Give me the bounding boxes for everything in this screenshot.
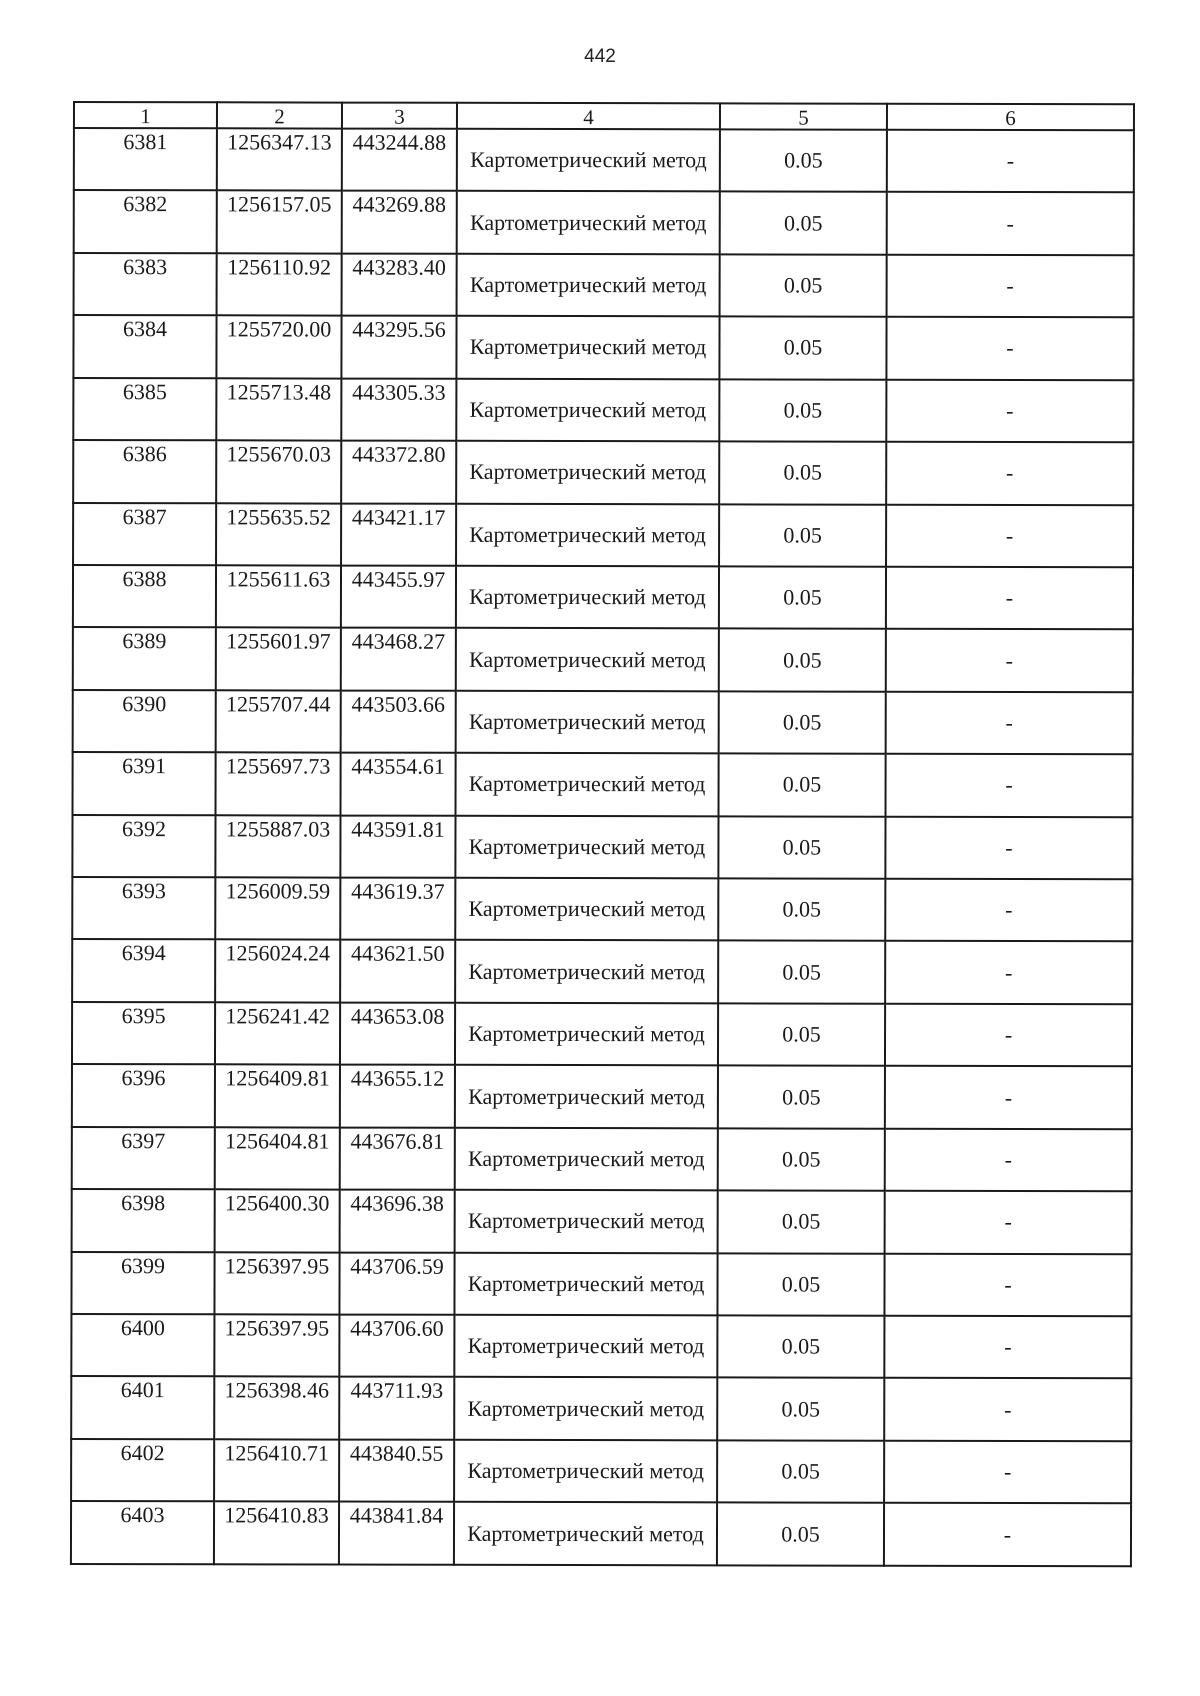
point-number: 6399 (71, 1252, 214, 1315)
determination-method: Картометрический метод (457, 191, 720, 254)
note-cell: - (884, 1316, 1131, 1379)
accuracy-value: 0.05 (719, 504, 886, 567)
note-cell: - (885, 941, 1132, 1004)
note-cell: - (887, 192, 1134, 255)
determination-method: Картометрический метод (456, 628, 719, 691)
coordinate-x: 1255707.44 (216, 690, 341, 753)
accuracy-value: 0.05 (719, 441, 886, 504)
coordinate-x: 1255697.73 (216, 753, 341, 816)
note-cell: - (885, 879, 1132, 942)
accuracy-value: 0.05 (717, 1440, 884, 1503)
coordinate-x: 1256404.81 (215, 1127, 340, 1190)
note-cell: - (887, 255, 1134, 318)
determination-method: Картометрический метод (454, 1252, 717, 1315)
table-row (74, 253, 1134, 318)
coordinate-x: 1255720.00 (216, 316, 341, 379)
coordinate-x: 1255635.52 (216, 503, 341, 566)
table-row (72, 1127, 1132, 1192)
coordinate-y: 443455.97 (341, 566, 456, 629)
point-number: 6390 (73, 690, 216, 753)
point-number: 6386 (73, 440, 216, 503)
accuracy-value: 0.05 (718, 816, 885, 879)
note-cell: - (885, 1191, 1132, 1254)
coordinate-y: 443269.88 (342, 191, 457, 254)
determination-method: Картометрический метод (455, 1065, 718, 1128)
determination-method: Картометрический метод (454, 1377, 717, 1440)
accuracy-value: 0.05 (719, 317, 886, 380)
determination-method: Картометрический метод (456, 503, 719, 566)
note-cell: - (886, 692, 1133, 755)
accuracy-value: 0.05 (718, 878, 885, 941)
coordinate-x: 1256397.95 (214, 1252, 339, 1315)
determination-method: Картометрический метод (457, 254, 720, 317)
determination-method: Картометрический метод (455, 1003, 718, 1066)
determination-method: Картометрический метод (456, 441, 719, 504)
table-row (71, 1501, 1131, 1566)
table-row (73, 503, 1133, 568)
coordinate-x: 1256347.13 (217, 128, 342, 191)
determination-method: Картометрический метод (455, 878, 718, 941)
coordinate-x: 1256110.92 (217, 253, 342, 316)
coordinate-y: 443676.81 (340, 1127, 455, 1190)
coordinate-y: 443305.33 (341, 378, 456, 441)
table-row (71, 1314, 1131, 1379)
table-row (72, 1002, 1132, 1067)
table-row (73, 378, 1133, 443)
table-row (72, 877, 1132, 942)
coordinates-table (70, 101, 1135, 1567)
point-number: 6382 (74, 190, 217, 253)
note-cell: - (886, 754, 1133, 817)
point-number: 6400 (71, 1314, 214, 1377)
coordinate-y: 443706.60 (339, 1315, 454, 1378)
point-number: 6403 (71, 1501, 214, 1564)
coordinate-x: 1256397.95 (214, 1314, 339, 1377)
coordinate-y: 443421.17 (341, 503, 456, 566)
point-number: 6391 (73, 752, 216, 815)
coordinate-y: 443655.12 (340, 1065, 455, 1128)
note-cell: - (884, 1253, 1131, 1316)
coordinate-y: 443295.56 (341, 316, 456, 379)
note-cell: - (886, 629, 1133, 692)
table-row (72, 939, 1132, 1004)
determination-method: Картометрический метод (455, 1128, 718, 1191)
note-cell: - (886, 567, 1133, 630)
table-body (71, 128, 1134, 1566)
note-cell: - (886, 317, 1133, 380)
point-number: 6396 (72, 1064, 215, 1127)
determination-method: Картометрический метод (456, 753, 719, 816)
accuracy-value: 0.05 (717, 1315, 884, 1378)
determination-method: Картометрический метод (456, 566, 719, 629)
coordinate-x: 1255611.63 (216, 565, 341, 628)
accuracy-value: 0.05 (719, 379, 886, 442)
table-row (73, 440, 1133, 505)
accuracy-value: 0.05 (720, 192, 887, 255)
determination-method: Картометрический метод (455, 1190, 718, 1253)
accuracy-value: 0.05 (719, 691, 886, 754)
point-number: 6387 (73, 503, 216, 566)
determination-method: Картометрический метод (456, 691, 719, 754)
table-row (73, 315, 1133, 380)
note-cell: - (887, 130, 1134, 193)
accuracy-value: 0.05 (720, 254, 887, 317)
coordinate-x: 1256157.05 (217, 191, 342, 254)
coordinate-x: 1255670.03 (216, 440, 341, 503)
coordinate-x: 1256398.46 (214, 1377, 339, 1440)
coordinate-y: 443706.59 (339, 1252, 454, 1315)
point-number: 6394 (72, 939, 215, 1002)
coordinate-y: 443554.61 (341, 753, 456, 816)
col-6-header: 6 (887, 104, 1134, 131)
coordinate-y: 443841.84 (339, 1502, 454, 1565)
table-row (73, 690, 1133, 755)
accuracy-value: 0.05 (718, 1066, 885, 1129)
note-cell: - (886, 442, 1133, 505)
determination-method: Картометрический метод (456, 378, 719, 441)
note-cell: - (884, 1441, 1131, 1504)
coordinate-x: 1255601.97 (216, 628, 341, 691)
coordinate-x: 1256241.42 (215, 1002, 340, 1065)
coordinate-y: 443711.93 (339, 1377, 454, 1440)
accuracy-value: 0.05 (718, 1191, 885, 1254)
accuracy-value: 0.05 (718, 941, 885, 1004)
coordinate-y: 443619.37 (340, 878, 455, 941)
col-3-header: 3 (342, 103, 457, 129)
note-cell: - (885, 1066, 1132, 1129)
coordinate-y: 443591.81 (340, 815, 455, 878)
accuracy-value: 0.05 (718, 1128, 885, 1191)
coordinate-y: 443653.08 (340, 1002, 455, 1065)
table-row (72, 1189, 1132, 1254)
point-number: 6401 (71, 1376, 214, 1439)
determination-method: Картометрический метод (455, 815, 718, 878)
accuracy-value: 0.05 (720, 129, 887, 192)
col-5-header: 5 (720, 103, 887, 129)
table-row (71, 1376, 1131, 1441)
table-row (73, 565, 1133, 630)
coordinate-x: 1256400.30 (215, 1189, 340, 1252)
table-row (71, 1252, 1131, 1317)
accuracy-value: 0.05 (719, 629, 886, 692)
point-number: 6383 (74, 253, 217, 316)
table-row (73, 752, 1133, 817)
coordinate-y: 443503.66 (341, 690, 456, 753)
point-number: 6402 (71, 1439, 214, 1502)
determination-method: Картометрический метод (456, 316, 719, 379)
note-cell: - (885, 816, 1132, 879)
col-2-header: 2 (217, 102, 342, 128)
point-number: 6381 (74, 128, 217, 191)
determination-method: Картометрический метод (454, 1502, 717, 1565)
col-4-header: 4 (457, 103, 720, 130)
coordinate-y: 443696.38 (340, 1190, 455, 1253)
point-number: 6398 (72, 1189, 215, 1252)
coordinate-x: 1255887.03 (215, 815, 340, 878)
table-row (72, 1064, 1132, 1129)
note-cell: - (885, 1004, 1132, 1067)
determination-method: Картометрический метод (455, 940, 718, 1003)
coordinate-y: 443244.88 (342, 129, 457, 192)
coordinate-x: 1256009.59 (215, 877, 340, 940)
note-cell: - (886, 504, 1133, 567)
coordinate-x: 1256410.83 (214, 1502, 339, 1565)
coordinate-y: 443468.27 (341, 628, 456, 691)
coordinate-y: 443283.40 (342, 253, 457, 316)
accuracy-value: 0.05 (717, 1253, 884, 1316)
table-row (71, 1439, 1131, 1504)
page-number: 442 (584, 46, 616, 67)
determination-method: Картометрический метод (457, 129, 720, 192)
determination-method: Картометрический метод (454, 1315, 717, 1378)
coordinate-x: 1256409.81 (215, 1065, 340, 1128)
accuracy-value: 0.05 (718, 1003, 885, 1066)
point-number: 6389 (73, 627, 216, 690)
point-number: 6392 (72, 815, 215, 878)
table-row (74, 128, 1134, 193)
table-row (74, 190, 1134, 255)
accuracy-value: 0.05 (719, 754, 886, 817)
point-number: 6388 (73, 565, 216, 628)
point-number: 6393 (72, 877, 215, 940)
col-1-header: 1 (74, 102, 217, 128)
note-cell: - (885, 1128, 1132, 1191)
coordinate-y: 443840.55 (339, 1439, 454, 1502)
note-cell: - (884, 1378, 1131, 1441)
point-number: 6397 (72, 1127, 215, 1190)
accuracy-value: 0.05 (717, 1378, 884, 1441)
coordinate-x: 1255713.48 (216, 378, 341, 441)
table-row (72, 815, 1132, 880)
header-row (74, 102, 1134, 130)
note-cell: - (884, 1503, 1131, 1566)
point-number: 6395 (72, 1002, 215, 1065)
coordinate-y: 443621.50 (340, 940, 455, 1003)
accuracy-value: 0.05 (717, 1503, 884, 1566)
accuracy-value: 0.05 (719, 566, 886, 629)
determination-method: Картометрический метод (454, 1440, 717, 1503)
point-number: 6384 (73, 315, 216, 378)
point-number: 6385 (73, 378, 216, 441)
coordinate-y: 443372.80 (341, 441, 456, 504)
coordinate-x: 1256410.71 (214, 1439, 339, 1502)
table-row (73, 627, 1133, 692)
note-cell: - (886, 379, 1133, 442)
coordinate-x: 1256024.24 (215, 940, 340, 1003)
